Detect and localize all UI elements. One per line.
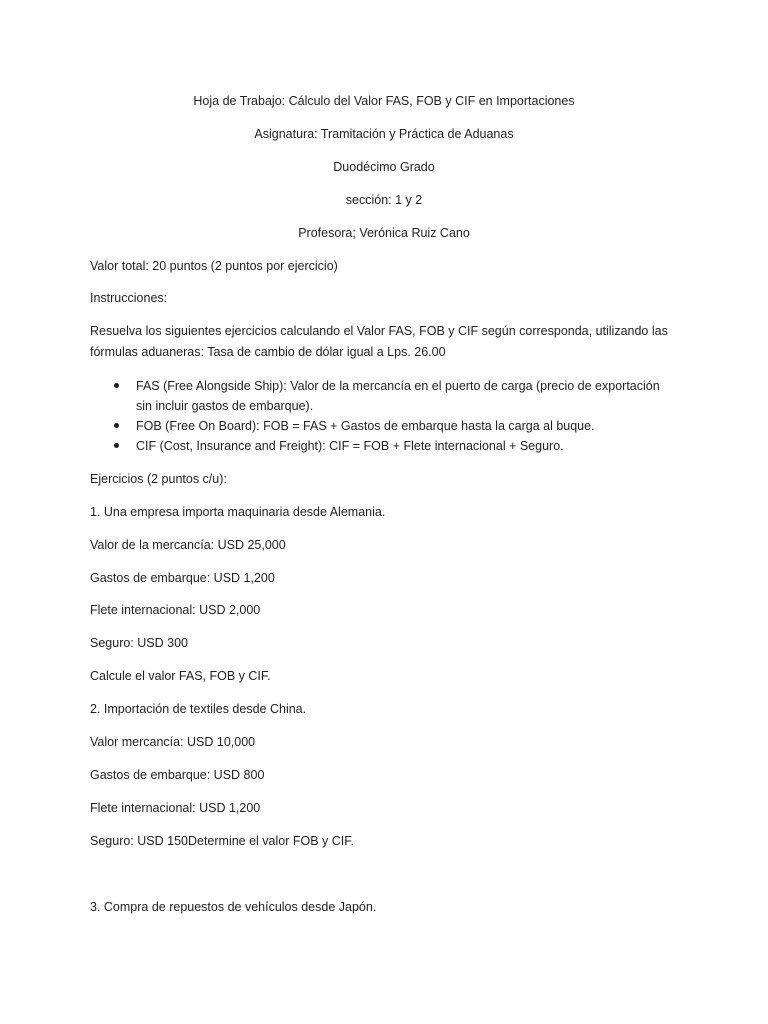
exercise-1-insurance: Seguro: USD 300 (90, 636, 188, 650)
bullet-icon (114, 443, 119, 448)
exercise-1-shipping-costs: Gastos de embarque: USD 1,200 (90, 571, 275, 585)
bullet-icon (114, 383, 119, 388)
exercise-1-task: Calcule el valor FAS, FOB y CIF. (90, 669, 271, 683)
exercise-1-merchandise-value: Valor de la mercancía: USD 25,000 (90, 538, 286, 552)
instructions-heading: Instrucciones: (90, 291, 168, 305)
exercise-1-title: 1. Una empresa importa maquinaria desde Alemania. (90, 505, 386, 519)
bullet-icon (114, 423, 119, 428)
fas-definition: FAS (Free Alongside Ship): Valor de la mercancía en el puerto de carga (precio de exportación sin incluir gastos de embarque). (136, 379, 660, 413)
list-item (90, 376, 660, 416)
exercise-2-shipping-costs: Gastos de embarque: USD 800 (90, 768, 265, 782)
grade-line: Duodécimo Grado (333, 160, 435, 174)
instructions-paragraph: Resuelva los siguientes ejercicios calculando el Valor FAS, FOB y CIF según corresponda, utilizando las fórmulas aduaneras: Tasa de cambio de dólar igual a Lps. 26.00 (90, 324, 668, 359)
section-line: sección: 1 y 2 (345, 193, 423, 207)
teacher-line: Profesora; Verónica Ruiz Cano (298, 226, 470, 240)
exercises-heading: Ejercicios (2 puntos c/u): (90, 472, 227, 486)
formula-list (90, 376, 690, 456)
exercise-3-title: 3. Compra de repuestos de vehículos desde Japón. (90, 900, 377, 914)
fob-definition: FOB (Free On Board): FOB = FAS + Gastos de embarque hasta la carga al buque. (136, 419, 595, 433)
exercise-2-title: 2. Importación de textiles desde China. (90, 702, 307, 716)
exercise-1-freight: Flete internacional: USD 2,000 (90, 603, 261, 617)
total-value-line: Valor total: 20 puntos (2 puntos por ejercicio) (90, 259, 338, 273)
cif-definition: CIF (Cost, Insurance and Freight): CIF = FOB + Flete internacional + Seguro. (136, 439, 564, 453)
list-item (90, 436, 660, 456)
exercise-2-merchandise-value: Valor mercancía: USD 10,000 (90, 735, 256, 749)
worksheet-title: Hoja de Trabajo: Cálculo del Valor FAS, FOB y CIF en Importaciones (193, 94, 575, 108)
subject-line: Asignatura: Tramitación y Práctica de Aduanas (254, 127, 514, 141)
exercise-2-freight: Flete internacional: USD 1,200 (90, 801, 261, 815)
list-item (90, 416, 660, 436)
exercise-2-insurance-and-task: Seguro: USD 150Determine el valor FOB y CIF. (90, 834, 354, 848)
